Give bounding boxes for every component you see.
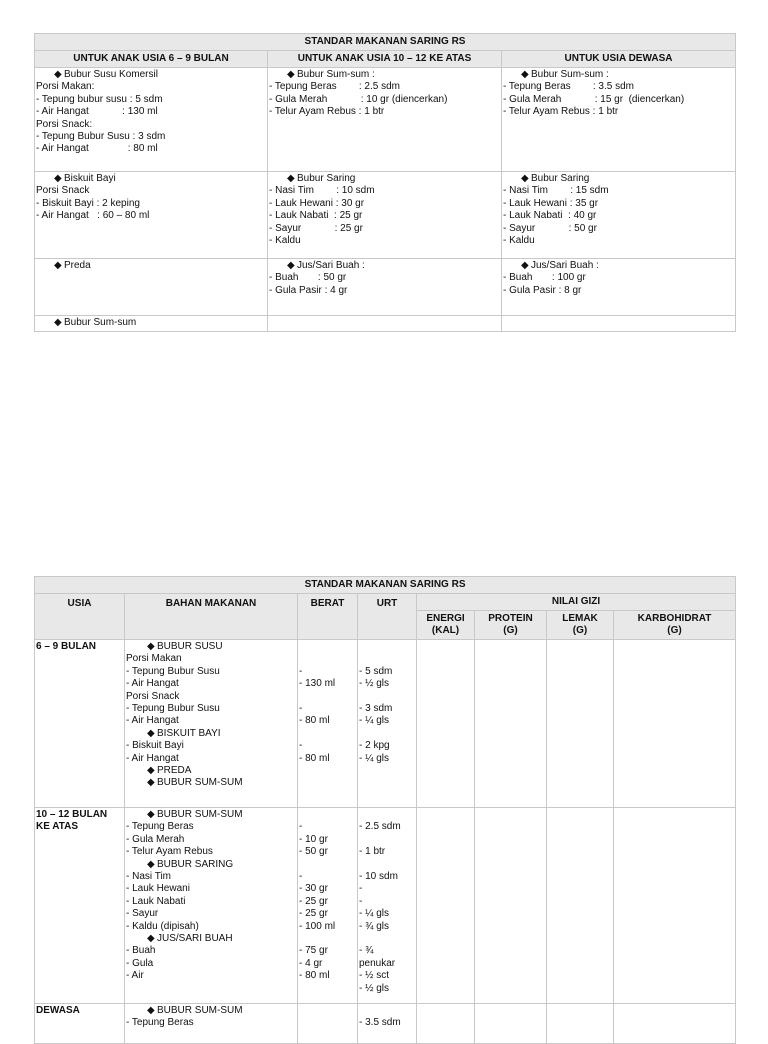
usia-cell: 6 – 9 BULAN	[35, 640, 125, 808]
cell-heading-text: Preda	[64, 260, 91, 271]
berat-cell	[298, 808, 358, 1004]
table1-cell	[35, 68, 268, 172]
urt-value	[359, 834, 415, 846]
cell-line: - Nasi Tim : 15 sdm	[503, 185, 609, 197]
cell-heading-text: Bubur Sum-sum :	[297, 69, 375, 80]
protein-cell	[475, 808, 547, 1004]
bahan-heading	[126, 1005, 296, 1017]
bahan-item	[126, 821, 296, 833]
standar-makanan-table-2	[34, 576, 736, 1044]
header-nilai-gizi: NILAI GIZI	[417, 594, 736, 611]
bahan-text: - Nasi Tim	[126, 871, 171, 883]
table1-cell	[502, 68, 736, 172]
bahan-text: - Air Hangat	[126, 715, 179, 727]
cell-line: - Tepung bubur susu : 5 sdm	[36, 93, 163, 105]
karbohidrat-cell	[614, 808, 736, 1004]
cell-line: - Telur Ayam Rebus : 1 btr	[269, 106, 385, 118]
cell-line: - Lauk Nabati : 40 gr	[503, 210, 597, 222]
bahan-text: - Gula Merah	[126, 833, 185, 845]
bahan-item	[126, 691, 296, 703]
cell-line: - Air Hangat : 130 ml	[36, 106, 158, 118]
urt-value	[359, 653, 415, 665]
bahan-text: - Telur Ayam Rebus	[126, 846, 213, 858]
urt-value	[359, 859, 415, 871]
header-energi: ENERGI (KAL)	[417, 611, 475, 640]
berat-value	[299, 777, 356, 789]
urt-cell	[358, 808, 417, 1004]
cell-heading	[269, 173, 500, 185]
berat-value: - 100 ml	[299, 920, 336, 932]
bahan-text: - Air	[126, 970, 144, 982]
urt-value: - ¼ gls	[359, 715, 390, 727]
diamond-bullet-icon: ◆	[147, 777, 155, 789]
berat-value	[299, 809, 356, 821]
diamond-bullet-icon: ◆	[521, 69, 529, 80]
header-urt: URT	[358, 594, 417, 640]
karbohidrat-cell	[614, 640, 736, 808]
standar-makanan-table-1	[34, 33, 736, 332]
table1-col-header: UNTUK ANAK USIA 10 – 12 KE ATAS	[268, 51, 502, 68]
bahan-text: - Biskuit Bayi	[126, 740, 184, 752]
berat-value: - 75 gr	[299, 945, 328, 957]
berat-value: - 80 ml	[299, 970, 330, 982]
cell-line: - Buah : 100 gr	[503, 272, 586, 284]
header-karbohidrat: KARBOHIDRAT (G)	[614, 611, 736, 640]
bahan-text: - Air Hangat	[126, 752, 179, 764]
bahan-text: BUBUR SARING	[157, 858, 234, 870]
cell-line: - Sayur : 25 gr	[269, 222, 363, 234]
bahan-item	[126, 753, 296, 765]
urt-value: - 2 kpg	[359, 740, 390, 752]
diamond-bullet-icon: ◆	[147, 765, 155, 777]
cell-heading	[269, 260, 500, 272]
table1-cell	[268, 259, 502, 316]
header-bahan-makanan: BAHAN MAKANAN	[125, 594, 298, 640]
bahan-heading	[126, 777, 296, 789]
urt-value	[359, 765, 415, 777]
berat-value	[299, 983, 356, 995]
bahan-heading	[126, 933, 296, 945]
bahan-text: - Lauk Hewani	[126, 883, 190, 895]
bahan-item	[126, 883, 296, 895]
berat-value	[299, 1005, 356, 1017]
urt-value: - 2.5 sdm	[359, 821, 401, 833]
bahan-makanan-cell	[125, 808, 298, 1004]
table1-col-header: UNTUK ANAK USIA 6 – 9 BULAN	[35, 51, 268, 68]
usia-cell: 10 – 12 BULAN KE ATAS	[35, 808, 125, 1004]
bahan-text: BUBUR SUM-SUM	[157, 809, 243, 820]
bahan-text: Porsi Snack	[126, 690, 180, 702]
table2-title: STANDAR MAKANAN SARING RS	[35, 577, 736, 594]
bahan-heading	[126, 641, 296, 653]
cell-line: - Lauk Hewani : 30 gr	[269, 197, 365, 209]
cell-line: - Tepung Bubur Susu : 3 sdm	[36, 131, 166, 143]
bahan-item	[126, 703, 296, 715]
bahan-text: - Gula	[126, 957, 154, 969]
cell-line: Porsi Snack:	[36, 118, 93, 130]
berat-value: - 130 ml	[299, 678, 336, 690]
urt-cell	[358, 640, 417, 808]
bahan-item	[126, 834, 296, 846]
header-usia: USIA	[35, 594, 125, 640]
urt-value: - 3 sdm	[359, 702, 393, 714]
bahan-makanan-cell	[125, 640, 298, 808]
protein-cell	[475, 640, 547, 808]
cell-line: - Air Hangat : 80 ml	[36, 143, 158, 155]
urt-value: -	[359, 895, 363, 907]
energi-cell	[417, 808, 475, 1004]
table1-cell	[268, 316, 502, 332]
diamond-bullet-icon: ◆	[147, 641, 155, 652]
cell-line: - Gula Merah : 15 gr (diencerkan)	[503, 93, 685, 105]
bahan-item	[126, 921, 296, 933]
cell-heading-text: Bubur Susu Komersil	[64, 69, 158, 80]
cell-line: - Gula Merah : 10 gr (diencerkan)	[269, 93, 448, 105]
bahan-text: BUBUR SUSU	[157, 641, 223, 652]
cell-line: - Biskuit Bayi : 2 keping	[36, 197, 140, 209]
table1-title: STANDAR MAKANAN SARING RS	[35, 34, 736, 51]
urt-value: - ¾	[359, 945, 374, 957]
bahan-text: BUBUR SUM-SUM	[157, 777, 243, 789]
urt-value	[359, 809, 415, 821]
lemak-cell	[547, 640, 614, 808]
cell-line: - Gula Pasir : 4 gr	[269, 284, 348, 296]
cell-line: - Gula Pasir : 8 gr	[503, 284, 582, 296]
urt-value	[359, 691, 415, 703]
urt-value: - ¼ gls	[359, 752, 390, 764]
bahan-text: BUBUR SUM-SUM	[157, 1005, 243, 1016]
berat-value: -	[299, 702, 303, 714]
berat-value: -	[299, 740, 303, 752]
bahan-item	[126, 958, 296, 970]
berat-value	[299, 691, 356, 703]
diamond-bullet-icon: ◆	[54, 260, 62, 271]
table1-cell	[35, 316, 268, 332]
bahan-text: - Sayur	[126, 908, 159, 920]
table1-cell	[502, 316, 736, 332]
cell-heading-text: Bubur Sum-sum :	[531, 69, 609, 80]
urt-value: penukar	[359, 957, 396, 969]
diamond-bullet-icon: ◆	[54, 69, 62, 80]
berat-value	[299, 728, 356, 740]
berat-value: - 25 gr	[299, 908, 328, 920]
berat-value: - 80 ml	[299, 715, 330, 727]
bahan-item	[126, 871, 296, 883]
cell-heading	[269, 69, 500, 81]
cell-line: - Kaldu	[269, 235, 301, 247]
urt-value: - ¼ gls	[359, 908, 390, 920]
bahan-text: BISKUIT BAYI	[157, 727, 221, 739]
bahan-text: - Tepung Bubur Susu	[126, 703, 220, 715]
cell-line: - Tepung Beras : 3.5 sdm	[503, 81, 634, 93]
cell-heading	[36, 260, 266, 272]
bahan-item	[126, 666, 296, 678]
urt-value: - ½ sct	[359, 970, 390, 982]
urt-value: - 10 sdm	[359, 870, 398, 882]
bahan-item	[126, 896, 296, 908]
bahan-item	[126, 715, 296, 727]
bahan-item	[126, 678, 296, 690]
cell-heading	[503, 69, 734, 81]
cell-line: - Sayur : 50 gr	[503, 222, 597, 234]
cell-line: Porsi Makan:	[36, 81, 95, 93]
bahan-text: - Buah	[126, 945, 156, 957]
urt-value: - ½ gls	[359, 678, 390, 690]
bahan-item	[126, 945, 296, 957]
berat-value: -	[299, 821, 303, 833]
bahan-heading	[126, 765, 296, 777]
urt-value	[359, 933, 415, 945]
bahan-text: - Air Hangat	[126, 678, 179, 690]
table1-cell	[35, 259, 268, 316]
cell-line: - Air Hangat : 60 – 80 ml	[36, 210, 150, 222]
bahan-item	[126, 983, 296, 995]
diamond-bullet-icon: ◆	[521, 173, 529, 184]
bahan-item	[126, 846, 296, 858]
cell-line: - Lauk Hewani : 35 gr	[503, 197, 599, 209]
diamond-bullet-icon: ◆	[54, 317, 62, 328]
bahan-heading	[126, 859, 296, 871]
bahan-item	[126, 970, 296, 982]
cell-heading-text: Bubur Saring	[297, 173, 356, 184]
diamond-bullet-icon: ◆	[521, 260, 529, 271]
urt-value: - 1 btr	[359, 846, 386, 858]
berat-value: - 30 gr	[299, 883, 328, 895]
diamond-bullet-icon: ◆	[147, 727, 155, 739]
urt-value	[359, 641, 415, 653]
urt-value: - 5 sdm	[359, 665, 393, 677]
cell-line: - Tepung Beras : 2.5 sdm	[269, 81, 400, 93]
header-lemak: LEMAK (G)	[547, 611, 614, 640]
cell-line: - Lauk Nabati : 25 gr	[269, 210, 363, 222]
cell-heading	[36, 317, 266, 329]
cell-line: - Buah : 50 gr	[269, 272, 347, 284]
table1-col-header: UNTUK USIA DEWASA	[502, 51, 736, 68]
cell-line: - Kaldu	[503, 235, 535, 247]
urt-value	[359, 728, 415, 740]
berat-value: -	[299, 665, 303, 677]
cell-heading-text: Bubur Sum-sum	[64, 317, 137, 328]
bahan-text: - Kaldu (dipisah)	[126, 920, 199, 932]
urt-value	[359, 777, 415, 789]
bahan-text: PREDA	[157, 765, 192, 777]
urt-value: - ¾ gls	[359, 920, 390, 932]
bahan-heading	[126, 728, 296, 740]
bahan-text: - Tepung Bubur Susu	[126, 665, 220, 677]
cell-heading-text: Bubur Saring	[531, 173, 590, 184]
urt-value: - 3.5 sdm	[359, 1017, 401, 1029]
bahan-item	[126, 653, 296, 665]
diamond-bullet-icon: ◆	[147, 1005, 155, 1016]
cell-line: Porsi Snack	[36, 185, 90, 197]
energi-cell	[417, 640, 475, 808]
berat-value: -	[299, 871, 303, 882]
cell-heading	[36, 69, 266, 81]
bahan-heading	[126, 809, 296, 821]
table1-cell	[268, 68, 502, 172]
berat-value	[299, 641, 356, 653]
table1-cell	[502, 172, 736, 259]
bahan-item	[126, 908, 296, 920]
urt-value: -	[359, 883, 363, 895]
berat-value: - 10 gr	[299, 833, 328, 845]
berat-value: - 50 gr	[299, 846, 328, 858]
diamond-bullet-icon: ◆	[287, 69, 295, 80]
diamond-bullet-icon: ◆	[147, 858, 155, 870]
cell-heading-text: Biskuit Bayi	[64, 173, 116, 184]
urt-value	[359, 1005, 415, 1017]
bahan-text: JUS/SARI BUAH	[157, 933, 233, 945]
bahan-text: - Tepung Beras	[126, 821, 194, 833]
berat-cell	[298, 640, 358, 808]
berat-value	[299, 859, 356, 871]
header-berat: BERAT	[298, 594, 358, 640]
cell-heading	[503, 173, 734, 185]
berat-value	[299, 765, 356, 777]
bahan-text: Porsi Makan	[126, 653, 182, 665]
bahan-item	[126, 740, 296, 752]
berat-value	[299, 933, 356, 945]
berat-value: - 80 ml	[299, 752, 330, 764]
berat-value: - 4 gr	[299, 957, 323, 969]
diamond-bullet-icon: ◆	[147, 933, 155, 945]
diamond-bullet-icon: ◆	[287, 173, 295, 184]
berat-value	[299, 653, 356, 665]
usia-cell: DEWASA	[35, 1004, 125, 1044]
diamond-bullet-icon: ◆	[54, 173, 62, 184]
cell-heading-text: Jus/Sari Buah :	[297, 260, 365, 271]
bahan-text: - Lauk Nabati	[126, 895, 186, 907]
cell-heading	[503, 260, 734, 272]
header-protein: PROTEIN (G)	[475, 611, 547, 640]
table1-cell	[35, 172, 268, 259]
lemak-cell	[547, 808, 614, 1004]
diamond-bullet-icon: ◆	[147, 809, 155, 820]
cell-line: - Nasi Tim : 10 sdm	[269, 185, 375, 197]
diamond-bullet-icon: ◆	[287, 260, 295, 271]
urt-value: - ½ gls	[359, 982, 390, 994]
cell-line: - Telur Ayam Rebus : 1 btr	[503, 106, 619, 118]
berat-value: - 25 gr	[299, 895, 328, 907]
bahan-text: - Tepung Beras	[126, 1017, 194, 1029]
cell-heading	[36, 173, 266, 185]
table1-cell	[268, 172, 502, 259]
table1-cell	[502, 259, 736, 316]
cell-heading-text: Jus/Sari Buah :	[531, 260, 599, 271]
